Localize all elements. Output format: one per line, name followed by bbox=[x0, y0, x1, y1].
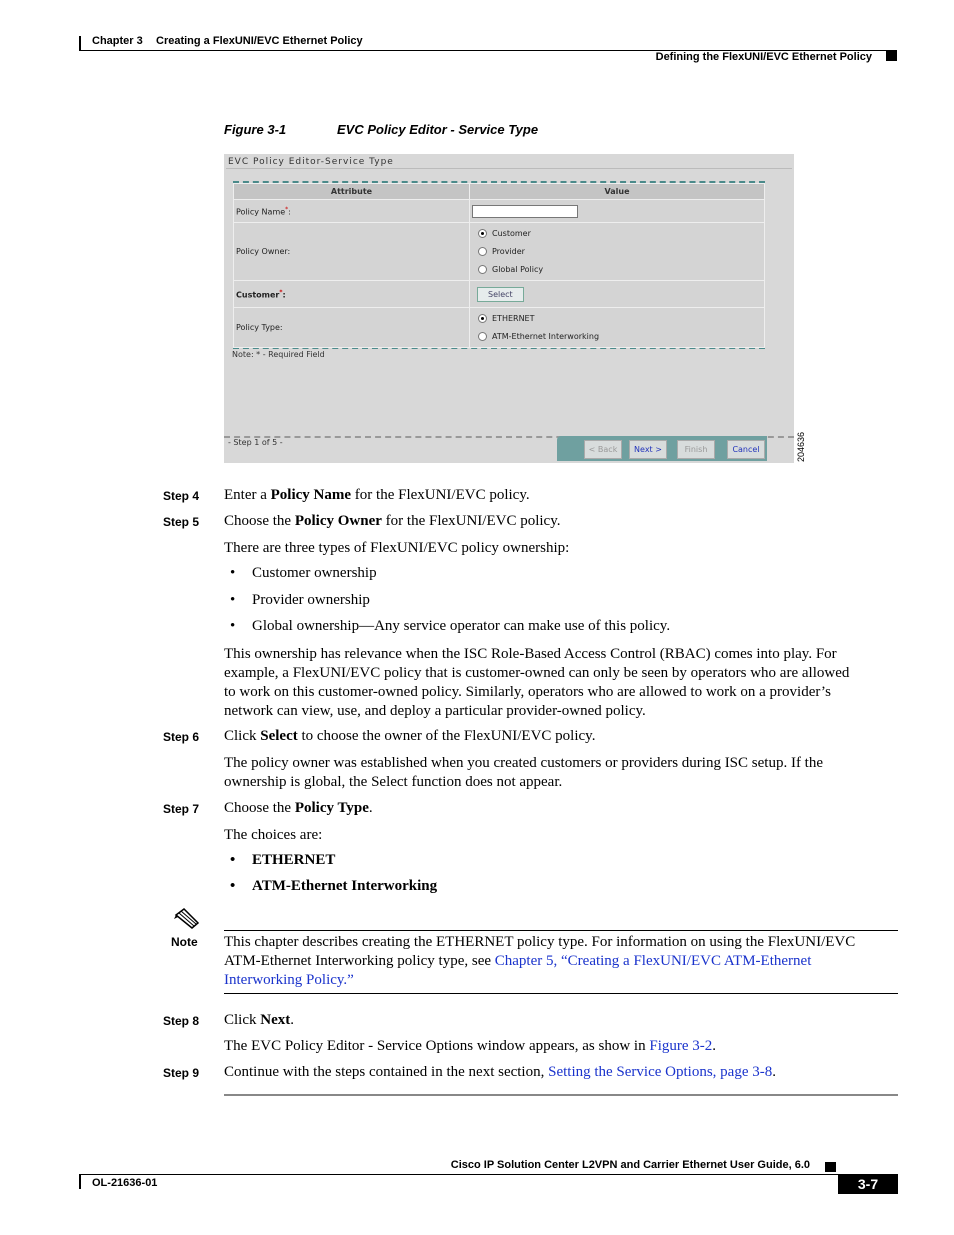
bullet-item: • Global ownership—Any service operator can make use of this policy. bbox=[230, 618, 671, 634]
wizard-bottom-bar bbox=[224, 436, 794, 463]
attribute-table bbox=[233, 181, 765, 349]
select-button[interactable]: Select bbox=[477, 287, 524, 302]
step-6-text: Click Select to choose the owner of the FlexUNI/EVC policy. bbox=[224, 728, 596, 744]
radio-selected-icon bbox=[478, 229, 487, 238]
next-button[interactable]: Next > bbox=[629, 440, 667, 459]
policy-name-input[interactable] bbox=[472, 205, 578, 218]
note-label: Note bbox=[171, 935, 198, 949]
header-rule-left bbox=[79, 36, 81, 50]
note-top-rule bbox=[224, 930, 898, 931]
radio-icon bbox=[478, 332, 487, 341]
col-attribute: Attribute bbox=[234, 184, 470, 200]
policy-owner-label: Policy Owner: bbox=[234, 223, 470, 281]
step-7-intro: The choices are: bbox=[224, 827, 323, 843]
customer-label: Customer*: bbox=[234, 281, 470, 308]
service-options-link[interactable]: Setting the Service Options, page 3-8 bbox=[548, 1064, 773, 1080]
step-6-label: Step 6 bbox=[163, 730, 200, 744]
step-9-label: Step 9 bbox=[163, 1066, 200, 1080]
type-option-atm[interactable]: ATM-Ethernet Interworking bbox=[472, 328, 763, 346]
step-4-text: Enter a Policy Name for the FlexUNI/EVC policy. bbox=[224, 487, 530, 503]
step-4-label: Step 4 bbox=[163, 489, 200, 503]
policy-type-label: Policy Type: bbox=[234, 308, 470, 348]
step-indicator: - Step 1 of 5 - bbox=[228, 438, 283, 447]
step-8-text: Click Next. bbox=[224, 1012, 294, 1028]
chapter-number: Chapter 3 bbox=[92, 35, 143, 47]
step-5-intro: There are three types of FlexUNI/EVC policy ownership: bbox=[224, 540, 570, 556]
owner-option-global[interactable]: Global Policy bbox=[472, 261, 763, 279]
pencil-icon bbox=[174, 907, 200, 929]
chapter-5-link-continued[interactable]: Interworking Policy.” bbox=[224, 972, 354, 988]
note-bottom-rule bbox=[224, 993, 898, 994]
step-7-label: Step 7 bbox=[163, 802, 200, 816]
type-option-ethernet[interactable]: ETHERNET bbox=[472, 310, 763, 328]
figure-3-2-link[interactable]: Figure 3-2 bbox=[649, 1038, 713, 1054]
chapter-title: Creating a FlexUNI/EVC Ethernet Policy bbox=[156, 35, 363, 47]
footer-rule bbox=[79, 1174, 897, 1175]
step-8-label: Step 8 bbox=[163, 1014, 200, 1028]
radio-icon bbox=[478, 265, 487, 274]
title-rule bbox=[226, 168, 792, 169]
step-5-rbac-paragraph: This ownership has relevance when the ISC Role-Based Access Control (RBAC) comes into play. For example, a FlexUNI/EVC policy that is customer-owned can only be seen by operators who are allowed to work on this customer-owned policy. Similarly, operators who are allowed to work on a provider’s network can view, use, and deploy a particular provider-owned policy. bbox=[224, 646, 850, 719]
footer-rule-left bbox=[79, 1174, 81, 1189]
radio-selected-icon bbox=[478, 314, 487, 323]
step-5-text: Choose the Policy Owner for the FlexUNI/EVC policy. bbox=[224, 513, 561, 529]
step-7-text: Choose the Policy Type. bbox=[224, 800, 373, 816]
window-title: EVC Policy Editor-Service Type bbox=[228, 157, 394, 167]
cancel-button[interactable]: Cancel bbox=[727, 440, 765, 459]
back-button[interactable]: < Back bbox=[584, 440, 622, 459]
section-title: Defining the FlexUNI/EVC Ethernet Policy bbox=[655, 51, 872, 63]
required-field-note: Note: * - Required Field bbox=[232, 350, 325, 359]
footer-block bbox=[825, 1162, 836, 1172]
step-9-text: Continue with the steps contained in the next section, Setting the Service Options, page 3-8. bbox=[224, 1064, 776, 1080]
radio-icon bbox=[478, 247, 487, 256]
policy-name-label: Policy Name*: bbox=[234, 200, 470, 223]
step-5-label: Step 5 bbox=[163, 515, 200, 529]
chapter-5-link[interactable]: Chapter 5, “Creating a FlexUNI/EVC ATM-Ethernet bbox=[494, 953, 812, 969]
col-value: Value bbox=[470, 184, 765, 200]
owner-option-customer[interactable]: Customer bbox=[472, 225, 763, 243]
step-8-paragraph: The EVC Policy Editor - Service Options window appears, as show in Figure 3-2. bbox=[224, 1038, 717, 1054]
bullet-item: • Provider ownership bbox=[230, 592, 370, 608]
bullet-item: • ATM-Ethernet Interworking bbox=[230, 878, 438, 894]
bullet-item: • Customer ownership bbox=[230, 565, 377, 581]
doc-number: OL-21636-01 bbox=[92, 1177, 158, 1189]
bullet-item: • ETHERNET bbox=[230, 852, 336, 868]
page-number: 3-7 bbox=[857, 1176, 879, 1192]
step-6-paragraph: The policy owner was established when you created customers or providers during ISC setup. If the ownership is global, the Select function does not appear. bbox=[224, 755, 824, 790]
wizard-button-strip bbox=[557, 436, 767, 461]
figure-id-number: 204636 bbox=[796, 431, 806, 462]
note-text: This chapter describes creating the ETHERNET policy type. For information on using the FlexUNI/EVC ATM-Ethernet Interworking policy type, see Chapter 5, “Creating a FlexUNI/EVC ATM-Ethernet Interworking Policy.” bbox=[224, 934, 856, 988]
evc-policy-editor-screenshot bbox=[224, 154, 806, 463]
figure-label: Figure 3-1 bbox=[224, 122, 287, 137]
owner-option-provider[interactable]: Provider bbox=[472, 243, 763, 261]
section-end-rule bbox=[224, 1094, 898, 1096]
guide-title: Cisco IP Solution Center L2VPN and Carrier Ethernet User Guide, 6.0 bbox=[450, 1159, 810, 1171]
figure-caption: EVC Policy Editor - Service Type bbox=[337, 122, 539, 137]
finish-button[interactable]: Finish bbox=[677, 440, 715, 459]
header-block bbox=[886, 51, 897, 61]
